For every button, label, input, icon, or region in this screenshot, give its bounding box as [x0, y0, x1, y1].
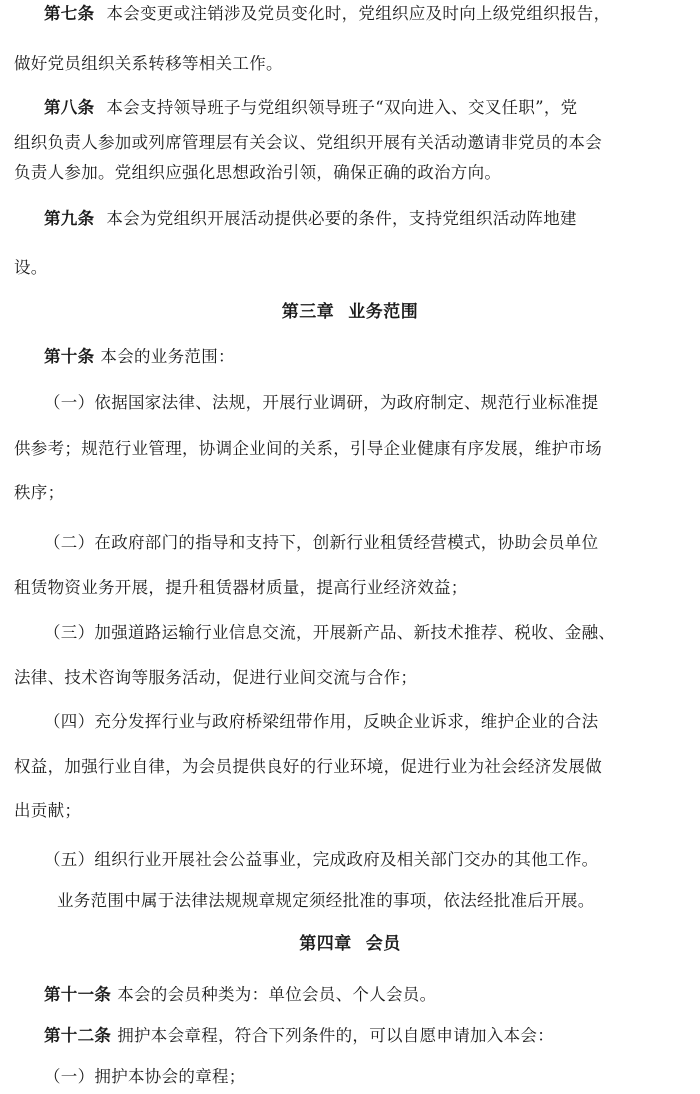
scope-item-5-line-1: （五）组织行业开展社会公益事业，完成政府及相关部门交办的其他工作。	[44, 850, 599, 869]
article-8-label: 第八条	[44, 98, 95, 117]
article-7-text: 本会变更或注销涉及党员变化时，党组织应及时向上级党组织报告，	[106, 4, 611, 23]
chapter-4-heading	[0, 932, 700, 956]
scope-item-2-line-1: （二）在政府部门的指导和支持下，创新行业租赁经营模式，协助会员单位	[44, 533, 599, 552]
article-9-line-2: 设。	[14, 258, 48, 277]
scope-item-3-line-1: （三）加强道路运输行业信息交流，开展新产品、新技术推荐、税收、金融、	[44, 623, 616, 642]
chapter-3-heading	[0, 300, 700, 324]
article-11-text: 本会的会员种类为：单位会员、个人会员。	[117, 985, 437, 1004]
scope-item-3-line-2: 法律、技术咨询等服务活动，促进行业间交流与合作；	[14, 668, 418, 687]
scope-item-4-line-2: 权益，加强行业自律，为会员提供良好的行业环境，促进行业为社会经济发展做	[14, 757, 602, 776]
chapter-3-number: 第三章	[281, 302, 335, 322]
article-8-text: 本会支持领导班子与党组织领导班子“双向进入、交叉任职”，党	[106, 98, 578, 117]
article-10-label: 第十条	[44, 347, 95, 366]
article-11-label: 第十一条	[44, 985, 112, 1004]
article-7-label: 第七条	[44, 4, 95, 23]
article-12-label: 第十二条	[44, 1026, 112, 1045]
scope-item-1-line-1: （一）依据国家法律、法规，开展行业调研，为政府制定、规范行业标准提	[44, 393, 599, 412]
scope-item-1-line-3: 秩序；	[14, 483, 65, 502]
article-10-text: 本会的业务范围：	[100, 347, 235, 366]
article-9-text: 本会为党组织开展活动提供必要的条件，支持党组织活动阵地建	[106, 209, 577, 228]
scope-item-1-line-2: 供参考；规范行业管理，协调企业间的关系，引导企业健康有序发展，维护市场	[14, 439, 602, 458]
article-8-line-1	[44, 96, 577, 120]
article-12-line	[44, 1024, 554, 1048]
article-8-line-2: 组织负责人参加或列席管理层有关会议、党组织开展有关活动邀请非党员的本会	[14, 133, 602, 152]
article-7-line-2: 做好党员组织关系转移等相关工作。	[14, 54, 283, 73]
article-8-line-3: 负责人参加。党组织应强化思想政治引领，确保正确的政治方向。	[14, 163, 502, 182]
scope-note: 业务范围中属于法律法规规章规定须经批准的事项，依法经批准后开展。	[57, 891, 595, 910]
article-10-line	[44, 345, 235, 369]
chapter-4-title: 会员	[365, 934, 401, 954]
article-7-line-1	[44, 2, 610, 26]
chapter-3-title: 业务范围	[348, 302, 419, 322]
scope-item-2-line-2: 租赁物资业务开展，提升租赁器材质量，提高行业经济效益；	[14, 578, 468, 597]
chapter-4-number: 第四章	[299, 934, 352, 954]
article-9-label: 第九条	[44, 209, 95, 228]
article-11-line	[44, 983, 436, 1007]
membership-condition-1: （一）拥护本协会的章程；	[44, 1067, 246, 1086]
article-12-text: 拥护本会章程，符合下列条件的，可以自愿申请加入本会：	[117, 1026, 555, 1045]
scope-item-4-line-3: 出贡献；	[14, 801, 82, 820]
scope-item-4-line-1: （四）充分发挥行业与政府桥梁纽带作用，反映企业诉求，维护企业的合法	[44, 712, 599, 731]
article-9-line-1	[44, 207, 577, 231]
